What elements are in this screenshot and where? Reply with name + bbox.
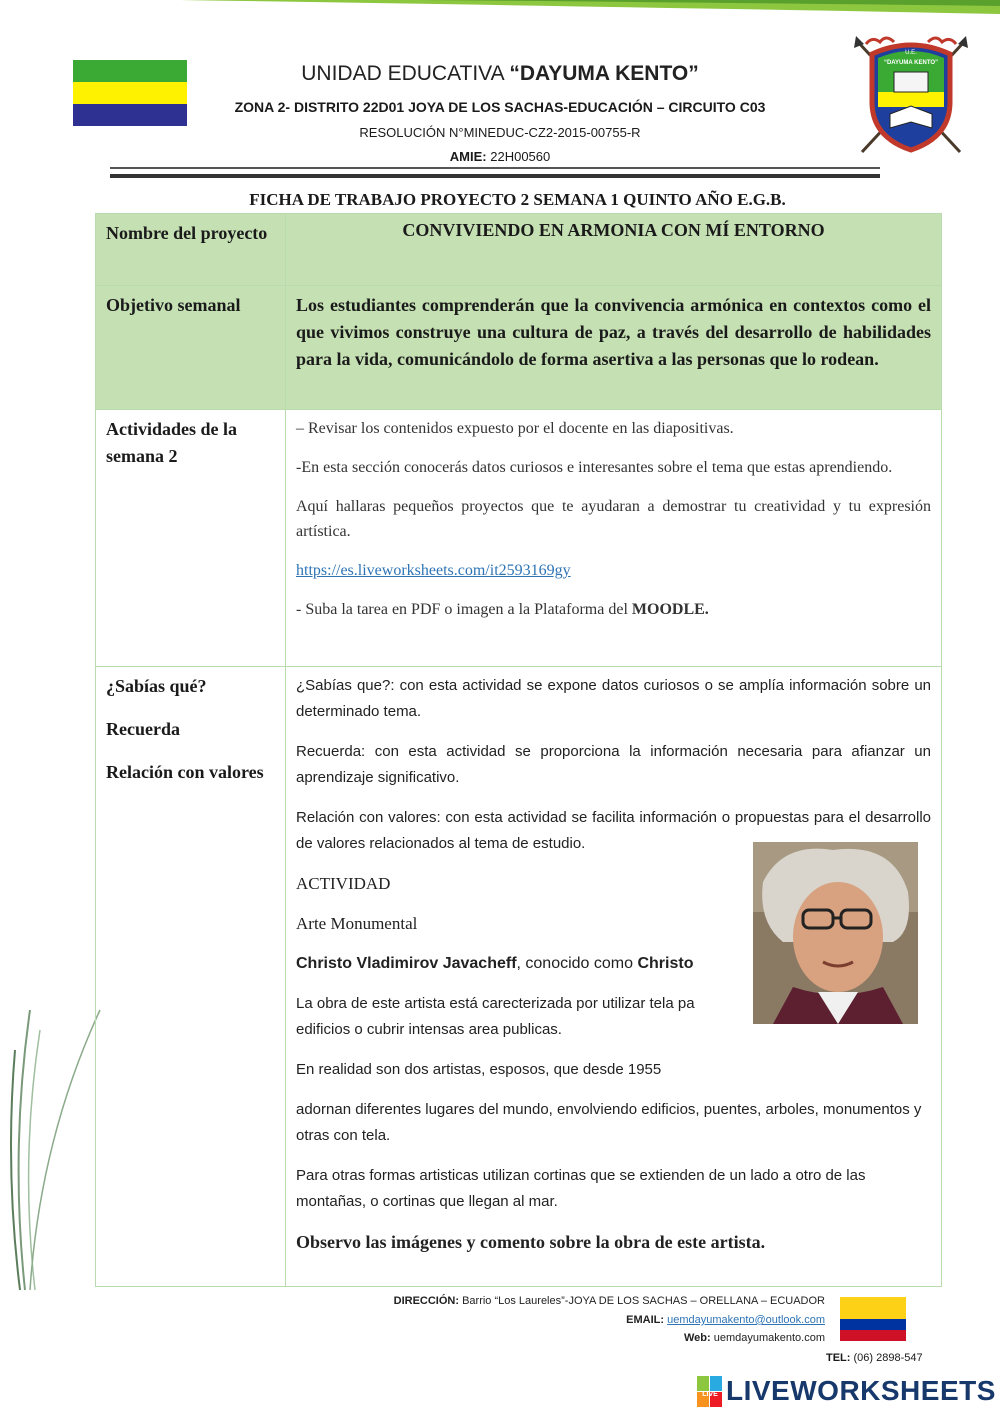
sabias-text: ¿Sabías que?: con esta actividad se expone datos curiosos o se amplía información sobre un determinado tema. — [296, 677, 931, 720]
school-amie — [150, 149, 850, 164]
artist-short-name: Christo — [637, 955, 694, 972]
table-row-objective — [96, 286, 942, 410]
worksheet-table — [95, 213, 942, 1287]
sheet-title: FICHA DE TRABAJO PROYECTO 2 SEMANA 1 QUINTO AÑO E.G.B. — [249, 190, 786, 209]
artist-mid: , conocido como — [516, 955, 638, 972]
school-name — [150, 62, 850, 86]
footer-web — [684, 1332, 825, 1344]
header-divider-thick — [110, 174, 880, 178]
artist-work-text: La obra de este artista está carecterizada por utilizar tela pa edificios o cubrir intensas area publicas. — [296, 995, 695, 1038]
activities-content — [286, 410, 942, 667]
sabias-label: ¿Sabías qué? — [106, 676, 207, 696]
crest-text-name: “DAYUMA KENTO” — [883, 60, 939, 66]
logo-badge-text: LIVE — [702, 1391, 718, 1398]
footer-email — [626, 1314, 825, 1326]
email-link[interactable]: uemdayumakento@outlook.com — [667, 1314, 825, 1326]
recuerda-label: Recuerda — [106, 719, 180, 739]
tel-label: TEL: — [826, 1352, 851, 1364]
activity-item-2: -En esta sección conocerás datos curiosos e interesantes sobre el tema que estas aprendiendo. — [296, 459, 893, 476]
activity-item-5 — [296, 597, 931, 622]
header-divider-thin — [110, 167, 880, 169]
address-value: Barrio “Los Laureles”-JOYA DE LOS SACHAS – ORELLANA – ECUADOR — [459, 1295, 825, 1307]
school-resolution: RESOLUCIÓN N°MINEDUC-CZ2-2015-00755-R — [359, 125, 641, 140]
moodle-label: MOODLE. — [631, 601, 709, 618]
artist-curtains-text: Para otras formas artisticas utilizan cortinas que se extienden de un lado a otro de las montañas, o cortinas que llegan al mar. — [296, 1167, 866, 1210]
footer-address — [394, 1295, 825, 1307]
school-crest-logo — [850, 32, 972, 157]
objective-label: Objetivo semanal — [96, 286, 286, 410]
objective-value: Los estudiantes comprenderán que la convivencia armónica en contextos como el que vivimos construye una cultura de paz, a través del desarrollo de habilidades para la vida, comunicándolo de forma asertiva a las personas que lo rodean. — [286, 286, 942, 410]
table-row-activities — [96, 410, 942, 667]
web-value: uemdayumakento.com — [710, 1332, 825, 1344]
liveworksheets-logo-icon — [697, 1376, 723, 1408]
liveworksheets-brand: LIVEWORKSHEETS — [726, 1375, 996, 1406]
artist-since-text: En realidad son dos artistas, esposos, que desde 1955 — [296, 1061, 662, 1078]
top-decorative-bar — [0, 0, 1000, 20]
email-label: EMAIL: — [626, 1314, 665, 1326]
activity-item-5-text: - Suba la tarea en PDF o imagen a la Plataforma del — [296, 601, 632, 618]
amie-label: AMIE: — [449, 149, 487, 164]
artist-adorn-text: adornan diferentes lugares del mundo, envolviendo edificios, puentes, arboles, monumentos y otras con tela. — [296, 1101, 922, 1144]
project-name-label: Nombre del proyecto — [96, 214, 286, 286]
valores-label: Relación con valores — [106, 762, 264, 782]
web-label: Web: — [683, 1332, 711, 1344]
closing-instruction: Observo las imágenes y comento sobre la obra de este artista. — [296, 1232, 766, 1252]
table-row-project-name — [96, 214, 942, 286]
recuerda-text: Recuerda: con esta actividad se proporciona la información necesaria para afianzar un aprendizaje significativo. — [296, 743, 931, 786]
activity-heading: ACTIVIDAD — [296, 874, 391, 893]
activity-item-3: Aquí hallaras pequeños proyectos que te ayudaran a demostrar tu creatividad y tu expresión artística. — [296, 498, 931, 540]
footer-tel — [826, 1352, 923, 1364]
school-name-bold: “DAYUMA KENTO” — [509, 62, 699, 85]
amie-value: 22H00560 — [490, 149, 551, 164]
sabias-labels — [96, 667, 286, 1287]
school-name-prefix: UNIDAD EDUCATIVA — [301, 62, 510, 85]
valores-text: Relación con valores: con esta actividad se facilita información o propuestas para el desarrollo de valores relacionados al tema de estudio. — [296, 809, 931, 852]
crest-text-top: U.E. — [905, 50, 917, 56]
school-zone: ZONA 2- DISTRITO 22D01 JOYA DE LOS SACHAS-EDUCACIÓN – CIRCUITO C03 — [234, 99, 766, 115]
activity-link[interactable]: https://es.liveworksheets.com/it2593169gy — [296, 562, 571, 579]
artist-photo — [753, 842, 918, 1024]
tel-value: (06) 2898-547 — [850, 1352, 923, 1364]
activities-label: Actividades de la semana 2 — [96, 410, 286, 667]
project-name-value: CONVIVIENDO EN ARMONIA CON MÍ ENTORNO — [286, 214, 942, 286]
ecuador-flag — [840, 1297, 906, 1341]
art-heading: Arte Monumental — [296, 914, 418, 933]
artist-name: Christo Vladimirov Javacheff — [296, 955, 517, 972]
activity-link-row — [296, 558, 931, 583]
activity-item-1: – Revisar los contenidos expuesto por el docente en las diapositivas. — [296, 420, 734, 437]
address-label: DIRECCIÓN: — [393, 1295, 460, 1307]
